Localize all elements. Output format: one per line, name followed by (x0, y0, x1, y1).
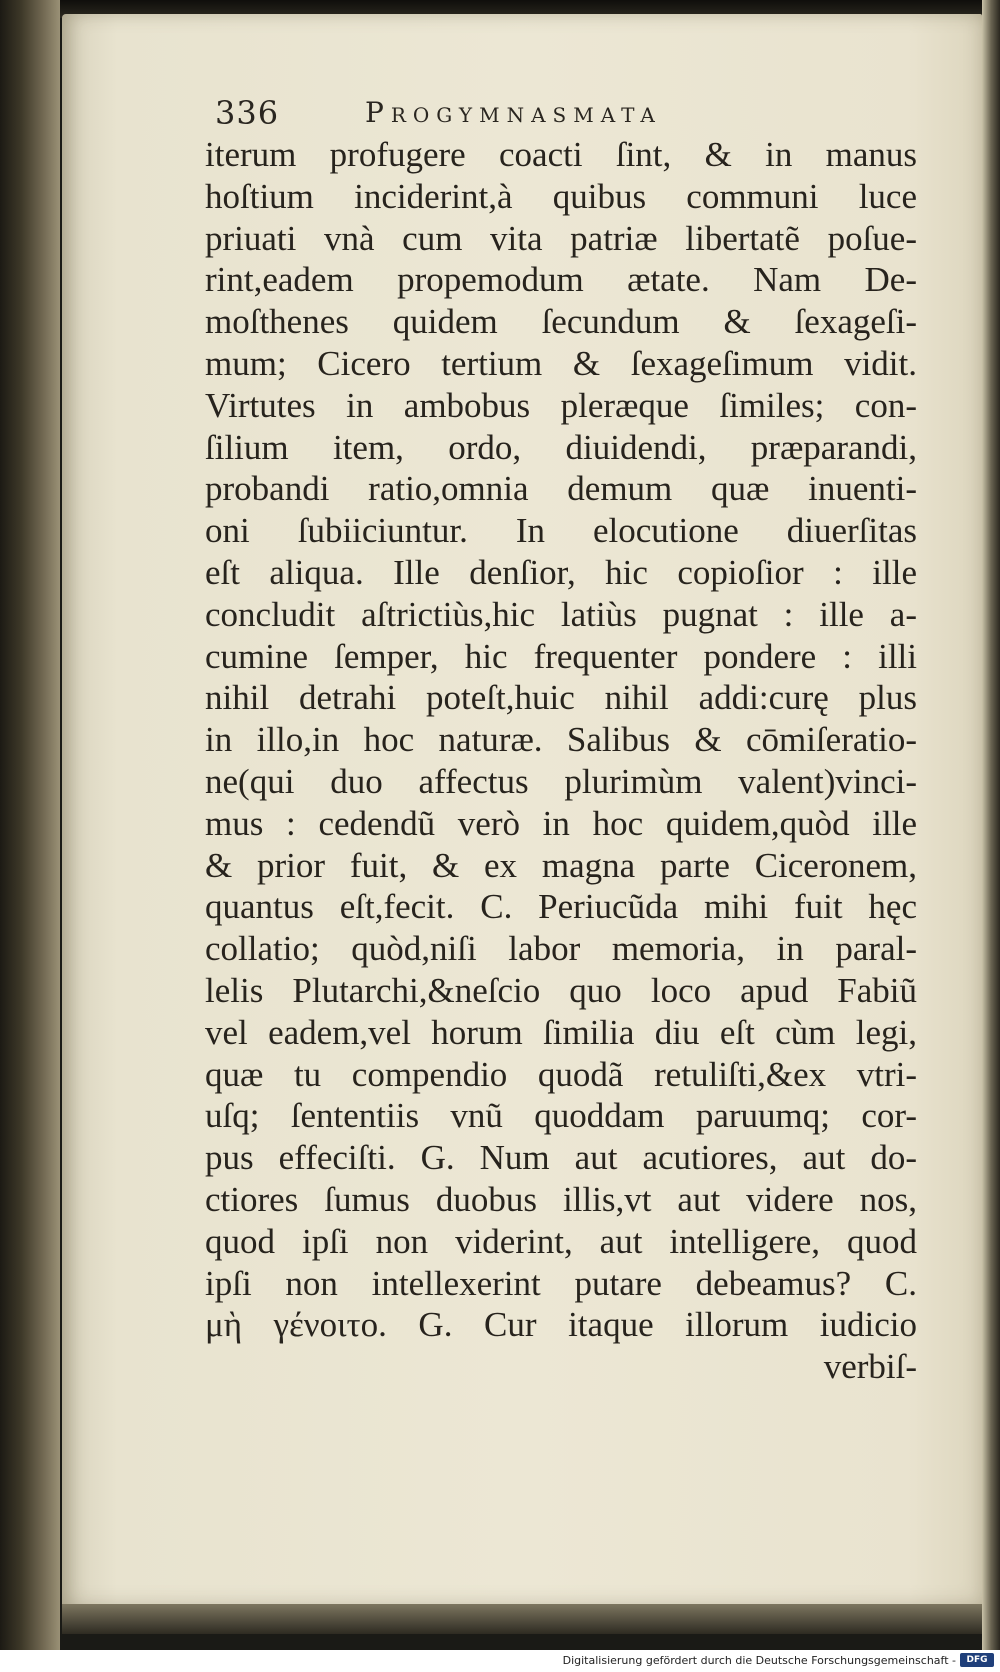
text-line: priuati vnà cum vita patriæ libertatẽ poſue- (205, 218, 917, 258)
text-line: pus effeciſti. G. Num aut acutiores, aut do- (205, 1138, 917, 1178)
text-line: quod ipſi non viderint, aut intelligere, quod (205, 1221, 917, 1261)
text-line: mum; Cicero tertium & ſexageſimum vidit. (205, 343, 917, 383)
running-title: Progymnasmata (365, 96, 662, 129)
text-line: & prior fuit, & ex magna parte Ciceronem, (205, 845, 917, 885)
text-line: cumine ſemper, hic frequenter pondere : illi (205, 636, 917, 676)
text-line: moſthenes quidem ſecundum & ſexageſi- (205, 302, 917, 342)
text-line: iterum profugere coacti ſint, & in manus (205, 135, 917, 174)
text-line: quæ tu compendio quodã retuliſti,&ex vtri- (205, 1054, 917, 1094)
text-line: ipſi non intellexerint putare debeamus? C. (205, 1263, 917, 1303)
text-line: uſq; ſententiis vnũ quoddam paruumq; cor- (205, 1096, 917, 1136)
text-line: concludit aſtrictiùs,hic latiùs pugnat : ille a- (205, 594, 917, 634)
book-right-edge (982, 0, 1000, 1672)
text-line: oni ſubiiciuntur. In elocutione diuerſitas (205, 511, 917, 551)
book-left-edge (0, 0, 60, 1672)
text-line: in illo,in hoc naturæ. Salibus & cōmiſeratio- (205, 720, 917, 760)
page-number: 336 (215, 94, 280, 132)
text-line: probandi ratio,omnia demum quæ inuenti- (205, 469, 917, 509)
text-line: rint,eadem propemodum ætate. Nam De- (205, 260, 917, 300)
footer-credit: Digitalisierung gefördert durch die Deutsche Forschungsgemeinschaft - (562, 1654, 956, 1667)
text-line: quantus eſt,fecit. C. Periucũda mihi fuit hęc (205, 887, 917, 927)
page-bottom-shadow (62, 1604, 982, 1634)
text-line: ctiores ſumus duobus illis,vt aut videre nos, (205, 1179, 917, 1219)
dfg-logo: DFG (960, 1653, 994, 1667)
text-line: collatio; quòd,niſi labor memoria, in paral- (205, 929, 917, 969)
text-line: vel eadem,vel horum ſimilia diu eſt cùm legi, (205, 1012, 917, 1052)
catchword: verbiſ- (823, 1347, 917, 1387)
text-line: nihil detrahi poteſt,huic nihil addi:curę plus (205, 678, 917, 718)
text-line: hoſtium inciderint,à quibus communi luce (205, 176, 917, 216)
text-line: mus : cedendũ verò in hoc quidem,quòd ille (205, 803, 917, 843)
text-line: μὴ γένοιτο. G. Cur itaque illorum iudicio (205, 1305, 917, 1345)
text-line: eſt aliqua. Ille denſior, hic copioſior : ille (205, 552, 917, 592)
text-line: lelis Plutarchi,&neſcio quo loco apud Fabiũ (205, 970, 917, 1010)
text-line: ſilium item, ordo, diuidendi, præparandi, (205, 427, 917, 467)
text-line: Virtutes in ambobus pleræque ſimiles; con- (205, 385, 917, 425)
page-body (205, 134, 917, 1388)
text-line: ne(qui duo affectus plurimùm valent)vinci- (205, 761, 917, 801)
